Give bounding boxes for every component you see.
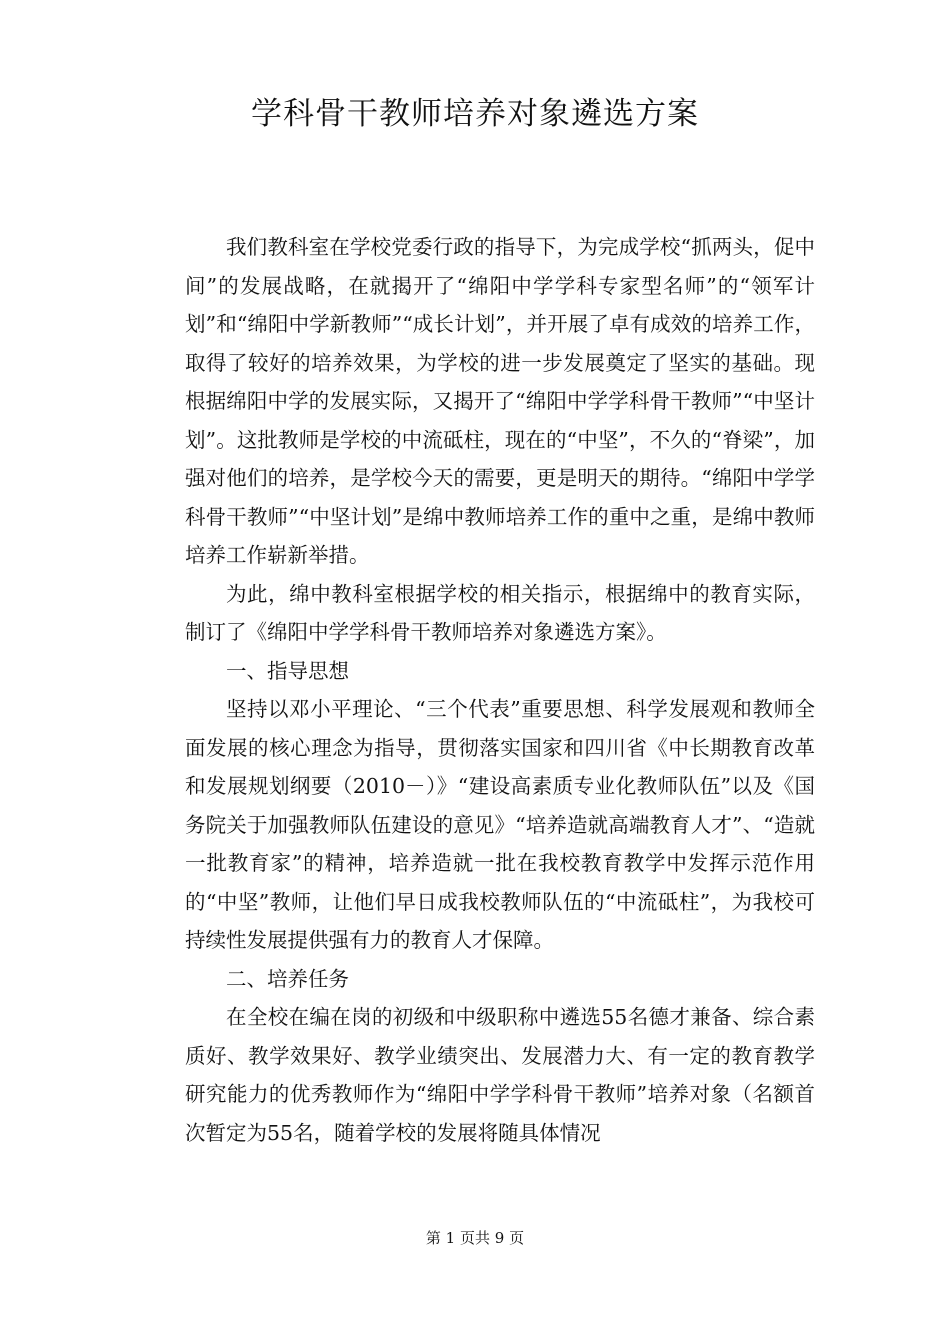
- page-number-footer: 第 1 页共 9 页: [425, 1229, 525, 1247]
- intro-paragraph-2: 为此，绵中教科室根据学校的相关指示，根据绵中的教育实际，制订了《绵阳中学学科骨干教师培养对象遴选方案》。: [185, 581, 815, 644]
- document-title: 学科骨干教师培养对象遴选方案: [251, 96, 699, 132]
- section-paragraph-guiding-ideology: 坚持以邓小平理论、“三个代表”重要思想、科学发展观和教师全面发展的核心理念为指导，贯彻落实国家和四川省《中长期教育改革和发展规划纲要（2010－）》“建设高素质专业化教师队伍”以及《国务院关于加强教师队伍建设的意见》“培养造就高端教育人才”、“造就一批教育家”的精神，培养造就一批在我校教育教学中发挥示范作用的“中坚”教师，让他们早日成我校教师队伍的“中流砥柱”，为我校可持续性发展提供强有力的教育人才保障。: [185, 697, 815, 952]
- section-heading-guiding-ideology: 一、指导思想: [226, 658, 349, 683]
- document-body: [185, 228, 815, 1152]
- intro-paragraph-1: 我们教科室在学校党委行政的指导下，为完成学校“抓两头，促中间”的发展战略，在就揭开了“绵阳中学学科专家型名师”的“领军计划”和“绵阳中学新教师”“成长计划”，并开展了卓有成效的培养工作，取得了较好的培养效果，为学校的进一步发展奠定了坚实的基础。现根据绵阳中学的发展实际，又揭开了“绵阳中学学科骨干教师”“中坚计划”。这批教师是学校的中流砥柱，现在的“中坚”，不久的“脊梁”，加强对他们的培养，是学校今天的需要，更是明天的期待。“绵阳中学学科骨干教师”“中坚计划”是绵中教师培养工作的重中之重，是绵中教师培养工作崭新举措。: [185, 235, 815, 567]
- section-paragraph-training-tasks: 在全校在编在岗的初级和中级职称中遴选55名德才兼备、综合素质好、教学效果好、教学业绩突出、发展潜力大、有一定的教育教学研究能力的优秀教师作为“绵阳中学学科骨干教师”培养对象（名额首次暂定为55名，随着学校的发展将随具体情况: [185, 1005, 815, 1145]
- section-heading-training-tasks: 二、培养任务: [226, 966, 349, 991]
